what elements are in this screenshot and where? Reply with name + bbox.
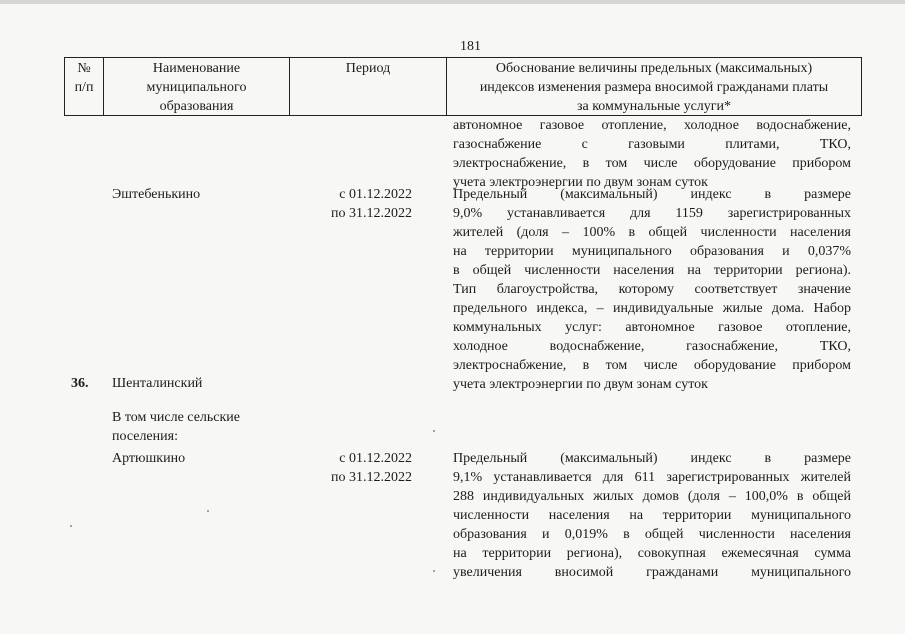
header-right-border <box>861 57 862 116</box>
header-period: Период <box>345 61 391 76</box>
header-municipality-name: Наименование муниципального образования <box>146 61 247 114</box>
paragraph-line: 9,1% устанавливается для 611 зарегистрированных жителей <box>453 470 851 485</box>
header-justification: Обоснование величины предельных (максимальных) индексов изменения размера вносимой гражданами платы за коммунальные услуги* <box>479 61 829 114</box>
paragraph-line: жителей (доля – 100% в общей численности населения <box>453 225 851 240</box>
scan-edge <box>0 0 905 4</box>
paragraph-line: Тип благоустройства, которому соответствует значение <box>453 282 851 297</box>
rural-settlements-label: В том числе сельские поселения: <box>112 410 241 444</box>
paragraph-line: газоснабжение с газовыми плитами, ТКО, <box>453 137 851 152</box>
paragraph-line: электроснабжение, в том числе оборудование прибором <box>453 156 851 171</box>
paragraph-line: Предельный (максимальный) индекс в размере <box>453 451 851 466</box>
municipality-name-eshtebenkino: Эштебенькино <box>112 187 201 202</box>
paragraph-line: электроснабжение, в том числе оборудование прибором <box>453 358 851 373</box>
paragraph-line: численности населения на территории муниципального <box>453 508 851 523</box>
paragraph-line: учета электроэнергии по двум зонам суток <box>453 175 708 190</box>
municipality-name-shentalinsky: Шенталинский <box>112 376 203 391</box>
municipality-name-artyushkino: Артюшкино <box>112 451 186 466</box>
header-number: № п/п <box>74 61 94 95</box>
scan-speck <box>207 510 209 512</box>
scan-speck <box>433 570 435 572</box>
paragraph-line: Предельный (максимальный) индекс в размере <box>453 187 851 202</box>
paragraph-line: в общей численности населения на территории региона). <box>453 263 851 278</box>
paragraph-line: холодное водоснабжение, газоснабжение, ТКО, <box>453 339 851 354</box>
paragraph-line: автономное газовое отопление, холодное водоснабжение, <box>453 118 851 133</box>
period-artyushkino: с 01.12.2022 по 31.12.2022 <box>331 451 412 485</box>
paragraph-line: на территории региона), совокупная ежемесячная сумма <box>453 546 851 561</box>
paragraph-line: 9,0% устанавливается для 1159 зарегистрированных <box>453 206 851 221</box>
paragraph-line: 288 индивидуальных жилых домов (доля – 100,0% в общей <box>453 489 851 504</box>
paragraph-line: предельного индекса, – индивидуальные жилые дома. Набор <box>453 301 851 316</box>
header-top-border <box>64 57 862 58</box>
paragraph-line: на территории муниципального образования и 0,037% <box>453 244 851 259</box>
justification-eshtebenkino <box>453 185 851 394</box>
paragraph-line: увеличения вносимой гражданами муниципального <box>453 565 851 580</box>
justification-artyushkino <box>453 449 851 582</box>
row-number-36: 36. <box>71 376 89 391</box>
page-number: 181 <box>460 39 481 54</box>
paragraph-line: учета электроэнергии по двум зонам суток <box>453 377 708 392</box>
paragraph-line: коммунальных услуг: автономное газовое отопление, <box>453 320 851 335</box>
paragraph-line: образования и 0,019% в общей численности населения <box>453 527 851 542</box>
period-eshtebenkino: с 01.12.2022 по 31.12.2022 <box>331 187 412 221</box>
continuation-paragraph <box>453 116 851 192</box>
scan-speck <box>433 430 435 432</box>
scan-speck <box>70 525 72 527</box>
